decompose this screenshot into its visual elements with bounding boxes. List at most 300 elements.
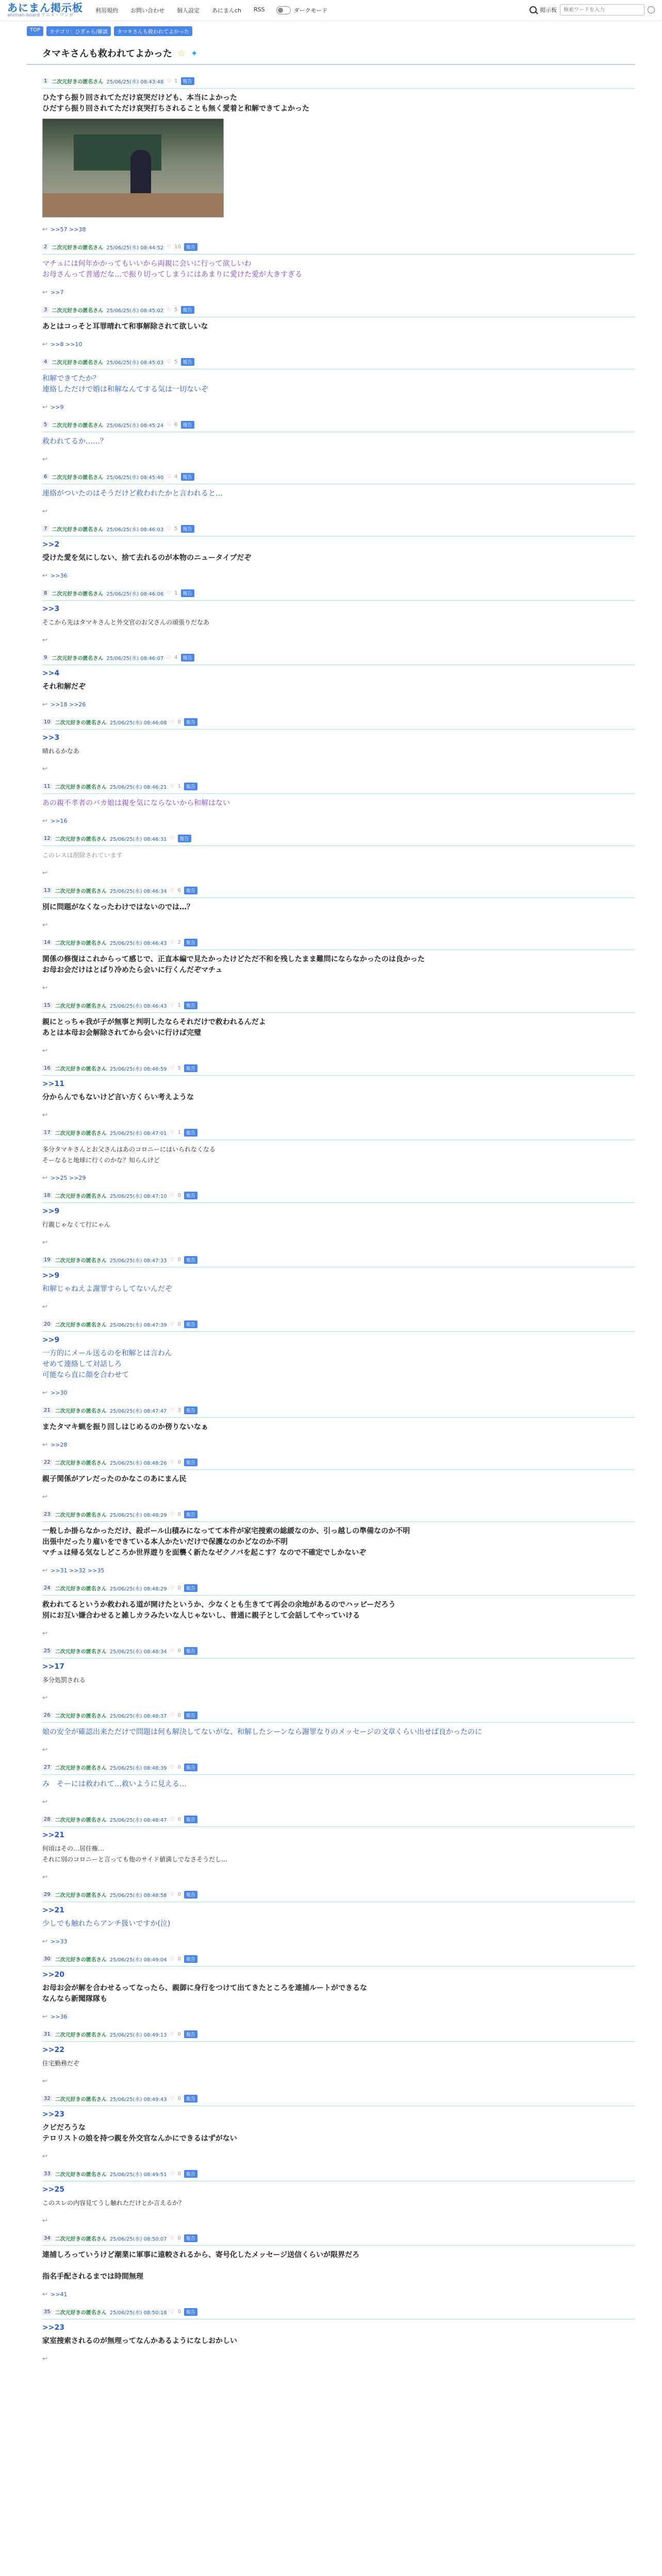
post-body: 和解じゃねえよ謝罪すらしてないんだぞ [42,1285,172,1293]
reply-links[interactable]: >>8 >>10 [51,341,82,348]
report-button[interactable]: 報告 [184,1129,197,1137]
report-button[interactable]: 報告 [184,1192,197,1199]
post-number[interactable]: 13 [42,888,52,893]
heart-icon[interactable]: ♡ [167,359,172,365]
post [27,1310,635,1396]
report-button[interactable]: 報告 [184,1584,197,1592]
post-number[interactable]: 26 [42,1713,52,1718]
post-meta [42,1637,635,1658]
post-number[interactable]: 29 [42,1892,52,1897]
heart-icon[interactable]: ♡ [170,719,175,725]
report-button[interactable]: 報告 [184,1064,197,1072]
post-author: 二次元好きの匿名さん [55,2172,107,2178]
heart-icon[interactable]: ♡ [170,2171,175,2177]
post-author: 二次元好きの匿名さん [55,2310,107,2316]
heart-icon[interactable]: ♡ [170,1408,175,1413]
post-footer [42,1929,635,1945]
reply-links[interactable]: >>31 >>32 >>35 [51,1567,105,1574]
post-number[interactable]: 4 [42,359,48,365]
post-number[interactable]: 3 [42,307,48,313]
heart-icon[interactable]: ♡ [170,1460,175,1465]
reply-icon[interactable]: ↩ [42,507,48,515]
post-meta [42,1500,635,1522]
dark-mode-toggle[interactable] [276,6,291,14]
post-number[interactable]: 17 [42,1130,52,1136]
reply-icon[interactable]: ↩ [42,2291,48,2298]
post-meta [42,1574,635,1596]
post-number[interactable]: 10 [42,719,52,725]
post-footer [42,757,635,772]
reply-anchor[interactable]: >>25 [42,2185,64,2194]
reply-icon[interactable]: ↩ [42,1239,48,1246]
reply-anchor[interactable]: >>21 [42,1831,64,1839]
twitter-icon[interactable]: ✦ [191,48,198,58]
post-meta [42,991,635,1013]
post [27,1805,635,1880]
post-number[interactable]: 34 [42,2235,52,2241]
heart-icon[interactable]: ♡ [167,307,172,313]
post-meta [42,411,635,432]
report-button[interactable]: 報告 [178,835,191,842]
like-count: 0 [177,1257,181,1263]
reply-icon[interactable]: ↩ [42,1047,48,1054]
report-button[interactable]: 報告 [184,1711,197,1719]
post-footer [42,217,635,233]
post-number[interactable]: 28 [42,1817,52,1822]
reply-icon[interactable]: ↩ [42,1630,48,1637]
post-number[interactable]: 23 [42,1512,52,1517]
post-meta [42,515,635,536]
post-date: 25/06/25(水) 08:50:18 [109,2310,167,2316]
logo-subtext: animan-board アニメ・マンガ [7,13,74,18]
nav-rss[interactable]: RSS [254,6,265,13]
heart-icon[interactable]: ♡ [167,590,172,596]
post-author: 二次元好きの匿名さん [52,245,104,251]
like-count: 0 [177,1321,181,1327]
reply-icon[interactable]: ↩ [42,869,48,876]
breadcrumb-top[interactable]: TOP [27,26,43,36]
reply-icon[interactable]: ↩ [42,1441,48,1448]
report-button[interactable]: 報告 [184,1002,197,1009]
heart-icon[interactable]: ♡ [167,655,172,660]
search-input[interactable] [560,4,644,15]
reply-anchor[interactable]: >>17 [42,1663,64,1671]
post-author: 二次元好きの匿名さん [55,1766,107,1771]
thread-main [27,36,635,2362]
heart-icon[interactable]: ♡ [170,1956,175,1962]
reply-links[interactable]: >>41 [51,2291,68,2298]
report-button[interactable]: 報告 [184,2095,197,2103]
post-date: 25/06/25(水) 08:47:10 [109,1194,167,1199]
heart-icon[interactable]: ♡ [170,1193,175,1198]
report-button[interactable]: 報告 [181,77,194,85]
like-count: 0 [177,1713,181,1718]
heart-icon[interactable]: ♡ [170,2096,175,2102]
reply-icon[interactable]: ↩ [42,455,48,463]
reply-icon[interactable]: ↩ [42,1938,48,1945]
post-body: クビだろうな テロリストの娘を持つ親を外交官なんかにできるはずがない [42,2124,237,2143]
search-scope-select[interactable]: 掲示板 [540,7,557,13]
post-body: それ和解だぞ [42,683,86,691]
reply-links[interactable]: >>28 [51,1441,68,1448]
like-count: 0 [177,1892,181,1897]
post-meta [42,1805,635,1827]
post [27,2298,635,2362]
post-meta [42,2020,635,2042]
reply-anchor[interactable]: >>2 [42,540,60,549]
reply-icon[interactable]: ↩ [42,1798,48,1805]
post-author: 二次元好きの匿名さん [55,785,107,790]
post-footer [42,2069,635,2084]
reply-anchor[interactable]: >>22 [42,2046,64,2054]
post-author: 二次元好きの匿名さん [55,1004,107,1009]
post-footer [42,1558,635,1574]
reply-anchor[interactable]: >>23 [42,2110,64,2119]
post-footer [42,1166,635,1181]
post-author: 二次元好きの匿名さん [52,79,104,85]
report-button[interactable]: 報告 [184,1406,197,1414]
reply-icon[interactable]: ↩ [42,1873,48,1880]
heart-icon[interactable]: ♡ [170,836,175,841]
post [27,991,635,1054]
report-button[interactable]: 報告 [184,2308,197,2316]
reply-anchor[interactable]: >>21 [42,1906,64,1914]
post-date: 25/06/25(水) 08:46:07 [106,656,164,662]
report-button[interactable]: 報告 [184,1955,197,1963]
post [27,67,635,233]
nav-terms[interactable]: 利用規約 [95,7,118,14]
post-author: 二次元好きの匿名さん [55,1714,107,1719]
post [27,824,635,876]
post-number[interactable]: 35 [42,2309,52,2315]
post-meta [42,67,635,89]
post-date: 25/06/25(水) 08:45:02 [106,308,164,314]
report-button[interactable]: 報告 [184,1647,197,1655]
post-date: 25/06/25(水) 08:46:43 [109,1004,167,1009]
heart-icon[interactable]: ♡ [170,1003,175,1008]
reply-icon[interactable]: ↩ [42,226,48,233]
reply-icon[interactable]: ↩ [42,1694,48,1701]
report-button[interactable]: 報告 [184,1511,197,1518]
report-button[interactable]: 報告 [184,718,197,726]
post-number[interactable]: 25 [42,1648,52,1654]
reply-icon[interactable]: ↩ [42,289,48,296]
post-author: 二次元好きの匿名さん [55,1957,107,1963]
post-body: 別に問題がなくなったわけではないのでは…？ [42,903,194,911]
post-number[interactable]: 16 [42,1065,52,1071]
heart-icon[interactable]: ♡ [170,1585,175,1591]
like-count: 5 [174,526,178,532]
post-footer [42,809,635,824]
post [27,1753,635,1805]
reply-icon[interactable]: ↩ [42,1111,48,1118]
reply-icon[interactable]: ↩ [42,2013,48,2020]
report-button[interactable]: 報告 [184,2030,197,2038]
post-number[interactable]: 11 [42,784,52,789]
reply-icon[interactable]: ↩ [42,1746,48,1753]
reply-icon[interactable]: ↩ [42,1174,48,1181]
search-icon[interactable] [529,6,537,13]
heart-icon[interactable]: ♡ [167,526,172,532]
reply-icon[interactable]: ↩ [42,921,48,928]
reply-icon[interactable]: ↩ [42,2355,48,2362]
post-date: 25/06/25(水) 08:46:59 [109,1066,167,1072]
reply-icon[interactable]: ↩ [42,701,48,708]
report-button[interactable]: 報告 [184,2170,197,2178]
reply-icon[interactable]: ↩ [42,1567,48,1574]
post-meta [42,1310,635,1332]
heart-icon[interactable]: ♡ [170,2235,175,2241]
post [27,643,635,708]
heart-icon[interactable]: ♡ [170,1257,175,1263]
post-meta [42,1054,635,1076]
reply-icon[interactable]: ↩ [42,341,48,348]
reply-icon[interactable]: ↩ [42,2153,48,2160]
post-footer [42,976,635,991]
reply-links[interactable]: >>7 [51,289,64,296]
post-author: 二次元好きの匿名さん [55,1513,107,1518]
post-number[interactable]: 30 [42,1956,52,1962]
post-author: 二次元好きの匿名さん [55,1893,107,1899]
post-author: 二次元好きの匿名さん [52,308,104,314]
post-date: 25/06/25(水) 08:48:29 [109,1586,167,1592]
reply-anchor[interactable]: >>9 [42,1336,60,1344]
post-number[interactable]: 19 [42,1257,52,1263]
report-button[interactable]: 報告 [181,421,194,429]
heart-icon[interactable]: ♡ [170,784,175,789]
post-author: 二次元好きの匿名さん [55,1649,107,1655]
like-count: 6 [174,422,178,428]
report-button[interactable]: 報告 [181,473,194,481]
post-meta [42,643,635,665]
image-desk [43,193,223,217]
post [27,1054,635,1118]
report-button[interactable]: 報告 [181,358,194,366]
heart-icon[interactable]: ♡ [167,78,172,84]
post [27,1880,635,1945]
post-number[interactable]: 31 [42,2031,52,2037]
heart-icon[interactable]: ♡ [170,940,175,945]
post-footer [42,628,635,643]
heart-icon[interactable]: ♡ [170,888,175,893]
heart-icon[interactable]: ♡ [170,1321,175,1327]
logo-text: あにまん掲示板 [7,2,83,14]
reply-links[interactable]: >>18 >>26 [51,701,86,708]
post-meta [42,2298,635,2319]
site-logo[interactable] [7,3,83,18]
post [27,1574,635,1637]
reply-links[interactable]: >>36 [51,2013,68,2020]
post-author: 二次元好きの匿名さん [55,2097,107,2103]
post [27,1701,635,1753]
post-number[interactable]: 15 [42,1003,52,1008]
post-number[interactable]: 24 [42,1585,52,1591]
reply-anchor[interactable]: >>9 [42,1207,60,1215]
breadcrumb-thread[interactable]: タマキさんも救われてよかった [114,26,192,36]
post-number[interactable]: 7 [42,526,48,532]
report-button[interactable]: 報告 [181,589,194,597]
post-number[interactable]: 21 [42,1408,52,1413]
reply-links[interactable]: >>30 [51,1389,68,1396]
heart-icon[interactable]: ♡ [170,1713,175,1718]
report-button[interactable]: 報告 [184,1320,197,1328]
post-number[interactable]: 22 [42,1460,52,1465]
reply-links[interactable]: >>9 [51,403,64,411]
post-number[interactable]: 32 [42,2096,52,2102]
post-footer [42,1230,635,1246]
reply-icon[interactable]: ↩ [42,765,48,772]
heart-icon[interactable]: ♡ [167,422,172,428]
post-number[interactable]: 20 [42,1321,52,1327]
post-number[interactable]: 27 [42,1765,52,1770]
post-date: 25/06/25(水) 08:44:52 [106,245,164,251]
reply-links[interactable]: >>57 >>38 [51,226,86,233]
reply-links[interactable]: >>36 [51,572,68,579]
globe-icon[interactable] [648,6,655,13]
reply-icon[interactable]: ↩ [42,2077,48,2084]
breadcrumb-category[interactable]: カテゴリ：ひぎゃら/雑談 [46,26,111,36]
post-number[interactable]: 9 [42,655,48,660]
reply-icon[interactable]: ↩ [42,1389,48,1396]
report-button[interactable]: 報告 [184,2234,197,2242]
post-author: 二次元好きの匿名さん [55,837,107,842]
nav-contact[interactable]: お問い合わせ [130,7,164,14]
post-footer [42,332,635,348]
post-footer [42,447,635,463]
thread-title: タマキさんも救われてよかった [42,48,172,59]
post-date: 25/06/25(水) 08:46:21 [109,785,167,790]
post-date: 25/06/25(水) 08:50:07 [109,2236,167,2242]
search-area [529,4,655,15]
reply-anchor[interactable]: >>3 [42,605,60,613]
reply-anchor[interactable]: >>11 [42,1080,64,1088]
post-number[interactable]: 1 [42,78,48,84]
report-button[interactable]: 報告 [181,306,194,314]
post-body: 関係の修復はこれからって感じで、正直本編で見たかったけどただ不和を残したまま難問にならなかったのは良かった お母お会だけはとばり冷めたら会いに行くんだぞマチュ [42,955,425,974]
report-button[interactable]: 報告 [184,783,197,790]
post-footer [42,1381,635,1396]
heart-icon[interactable]: ♡ [170,1512,175,1517]
heart-icon[interactable]: ♡ [170,2309,175,2315]
like-count: 0 [177,2309,181,2315]
heart-icon[interactable]: ♡ [170,1648,175,1654]
post-body: あの親不孝者のバカ娘は親を気にならないから和解はない [42,799,230,807]
post [27,928,635,991]
post-footer [42,2282,635,2298]
post-number[interactable]: 14 [42,940,52,945]
reply-icon[interactable]: ↩ [42,984,48,991]
reply-icon[interactable]: ↩ [42,572,48,579]
post-date: 25/06/25(水) 08:43:48 [106,79,164,85]
post-number[interactable]: 33 [42,2171,52,2177]
reply-anchor[interactable]: >>20 [42,1971,64,1979]
report-button[interactable]: 報告 [184,1459,197,1466]
heart-icon[interactable]: ♡ [170,1892,175,1897]
post [27,579,635,643]
report-button[interactable]: 報告 [184,243,197,251]
reply-links[interactable]: >>33 [51,1938,68,1945]
heart-icon[interactable]: ♡ [167,244,172,250]
post-body: 一方的にメール送るのを和解とは言わん せめて連絡して対話しろ 可能なら直に顔を合わせて [42,1349,172,1379]
post-author: 二次元好きの匿名さん [52,591,104,597]
reply-icon[interactable]: ↩ [42,817,48,824]
star-icon[interactable]: ☆ [177,47,186,59]
post-author: 二次元好きの匿名さん [52,423,104,429]
reply-anchor[interactable]: >>4 [42,669,60,677]
heart-icon[interactable]: ♡ [167,474,172,480]
post-date: 25/06/25(水) 08:49:43 [109,2097,167,2103]
post [27,233,635,296]
report-button[interactable]: 報告 [184,1764,197,1771]
post-body: 連絡がついたのはそうだけど救われたかと言われると… [42,489,223,498]
post-body: そこから先はタマキさんと外交官のお父さんの頑張りだなあ [42,619,210,626]
reply-icon[interactable]: ↩ [42,2217,48,2224]
report-button[interactable]: 報告 [184,1816,197,1823]
post-body: またタマキ蝋を振り回しはじめるのか傍りないなぁ [42,1423,208,1431]
post-meta [42,2160,635,2181]
reply-icon[interactable]: ↩ [42,1303,48,1310]
post-number[interactable]: 8 [42,590,48,596]
post-number[interactable]: 5 [42,422,48,428]
post-author: 二次元好きの匿名さん [55,1323,107,1328]
post-image[interactable] [42,118,224,217]
reply-icon[interactable]: ↩ [42,636,48,643]
post-footer [42,395,635,411]
post-author: 二次元好きの匿名さん [55,1818,107,1823]
post-author: 二次元好きの匿名さん [52,527,104,533]
heart-icon[interactable]: ♡ [170,2031,175,2037]
reply-anchor[interactable]: >>23 [42,2324,64,2332]
like-count: 0 [177,1512,181,1517]
report-button[interactable]: 報告 [184,1256,197,1264]
post-author: 二次元好きの匿名さん [55,1131,107,1137]
post-number[interactable]: 18 [42,1193,52,1198]
like-count: 1 [174,590,178,596]
report-button[interactable]: 報告 [184,1891,197,1899]
report-button[interactable]: 報告 [181,525,194,533]
thread-header [27,36,635,65]
heart-icon[interactable]: ♡ [170,1765,175,1770]
post-date: 25/06/25(水) 08:45:40 [106,475,164,481]
post-number[interactable]: 2 [42,244,48,250]
post-date: 25/06/25(水) 08:46:34 [109,889,167,894]
post [27,1637,635,1701]
reply-icon[interactable]: ↩ [42,1493,48,1500]
post-body: 救われてるというか救われる道が開けたというか、少なくとも生きてて再会の余地があるのでハッピーだろう 別にお互い嫌合わせると雑しカラみたいな人じゃないし、普通に親子として会話してやっていける [42,1601,396,1620]
reply-anchor[interactable]: >>3 [42,734,60,742]
post-number[interactable]: 12 [42,836,52,841]
post-meta [42,1396,635,1418]
reply-anchor[interactable]: >>9 [42,1272,60,1280]
nav-animanch[interactable]: あにまんch [212,7,242,14]
heart-icon[interactable]: ♡ [170,1130,175,1136]
reply-icon[interactable]: ↩ [42,403,48,411]
post [27,411,635,463]
post [27,348,635,411]
post-footer [42,1686,635,1701]
report-button[interactable]: 報告 [184,887,197,894]
post-number[interactable]: 6 [42,474,48,480]
post-meta [42,348,635,369]
heart-icon[interactable]: ♡ [170,1065,175,1071]
reply-links[interactable]: >>25 >>29 [51,1174,86,1181]
reply-links[interactable]: >>16 [51,817,68,824]
like-count: 0 [177,1817,181,1822]
heart-icon[interactable]: ♡ [170,1817,175,1822]
nav-settings[interactable]: 個人設定 [177,7,200,14]
report-button[interactable]: 報告 [181,654,194,662]
report-button[interactable]: 報告 [184,939,197,946]
